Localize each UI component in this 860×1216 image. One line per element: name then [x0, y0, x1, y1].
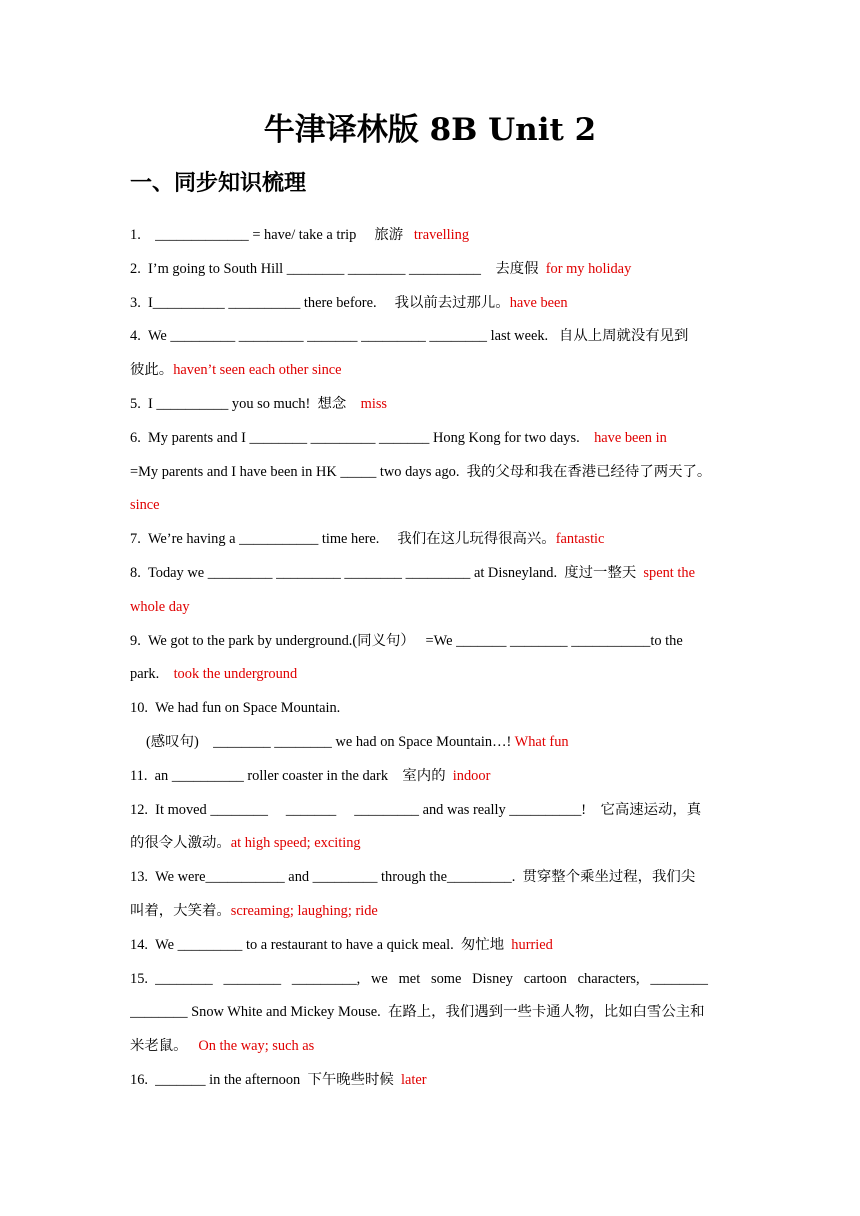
exercise-line: [130, 489, 732, 523]
question-text: 彼此。: [130, 362, 174, 379]
exercise-line: [130, 354, 732, 388]
question-text: =My parents and I have been in HK _____ two days ago. 我的父母和我在香港已经待了两天了。: [130, 463, 712, 480]
answer-text: for my holiday: [545, 260, 632, 277]
exercise-line: [130, 658, 732, 692]
exercise-line: [130, 794, 732, 828]
answer-text: later: [401, 1071, 427, 1088]
exercise-line: [130, 591, 732, 625]
question-text: park.: [130, 666, 174, 683]
question-text: 7. We’re having a ___________ time here. 我们在这儿玩得很高兴。: [130, 531, 556, 548]
question-text: 9. We got to the park by underground.(同义句） =We _______ ________ ___________to the: [130, 632, 683, 649]
exercise-line: [130, 287, 732, 321]
section-heading: 一、同步知识梳理: [130, 171, 307, 196]
exercise-line: [130, 996, 732, 1030]
question-text: 叫着，大笑着。: [130, 902, 231, 919]
question-text: 10. We had fun on Space Mountain.: [130, 700, 341, 717]
exercise-line: [130, 422, 732, 456]
exercise-line: [130, 861, 732, 895]
answer-text: have been in: [594, 429, 667, 446]
exercise-line: [130, 1030, 732, 1064]
question-text: 8. Today we _________ _________ ________ _________ at Disneyland. 度过一整天: [130, 564, 644, 581]
answer-text: at high speed; exciting: [230, 835, 361, 852]
answer-text: took the underground: [173, 666, 298, 683]
exercise-line: [130, 388, 732, 422]
answer-text: since: [130, 497, 160, 514]
question-text: 11. an __________ roller coaster in the dark 室内的: [130, 767, 453, 784]
page-title: 牛津译林版 8B Unit 2: [263, 112, 597, 148]
question-text: 的很令人激动。: [130, 835, 231, 852]
answer-text: travelling: [413, 227, 470, 243]
answer-text: spent the: [643, 564, 695, 581]
answer-text: hurried: [511, 936, 553, 953]
answer-text: miss: [360, 395, 388, 412]
exercise-line: [130, 456, 732, 490]
exercise-line: [130, 895, 732, 929]
question-text: 3. I__________ __________ there before. 我以前去过那儿。: [130, 294, 510, 311]
question-text: 16. _______ in the afternoon 下午晚些时候: [130, 1071, 401, 1088]
answer-text: On the way; such as: [198, 1038, 315, 1055]
exercise-line: [130, 625, 732, 659]
answer-text: screaming; laughing; ride: [230, 902, 378, 919]
exercise-line: [130, 963, 732, 997]
question-text: 5. I __________ you so much! 想念: [130, 395, 361, 412]
exercise-line: [130, 320, 732, 354]
exercise-line: [130, 692, 732, 726]
exercise-line: [130, 726, 732, 760]
exercise-line: [130, 1064, 732, 1098]
exercise-line: [130, 557, 732, 591]
answer-text: indoor: [452, 767, 491, 784]
answer-text: haven’t seen each other since: [173, 362, 342, 379]
answer-text: What fun: [514, 733, 569, 750]
question-text: 13. We were___________ and _________ through the_________. 贯穿整个乘坐过程，我们尖: [130, 869, 696, 886]
exercise-line: [130, 219, 732, 253]
answer-text: whole day: [130, 598, 190, 615]
exercise-line: [130, 253, 732, 287]
exercise-line: [130, 827, 732, 861]
question-text: 4. We _________ _________ _______ _________ ________ last week. 自从上周就没有见到: [130, 328, 689, 345]
exercise-line: [130, 929, 732, 963]
question-text: ________ Snow White and Mickey Mouse. 在路上，我们遇到一些卡通人物，比如白雪公主和: [130, 1004, 705, 1021]
question-text: (感叹句) ________ ________ we had on Space Mountain…!: [146, 733, 515, 750]
question-text: 15. ________ ________ _________, we met some Disney cartoon characters, ________: [130, 970, 708, 987]
question-text: 1. _____________ = have/ take a trip 旅游: [130, 227, 414, 243]
answer-text: have been: [509, 294, 568, 311]
question-text: 2. I’m going to South Hill ________ ________ __________ 去度假: [130, 260, 546, 277]
answer-text: fantastic: [555, 531, 605, 548]
exercise-list: [130, 219, 732, 1098]
question-text: 14. We _________ to a restaurant to have a quick meal. 匆忙地: [130, 936, 512, 953]
question-text: 12. It moved ________ _______ _________ and was really __________! 它高速运动，真: [130, 801, 702, 818]
exercise-line: [130, 760, 732, 794]
question-text: 6. My parents and I ________ _________ _______ Hong Kong for two days.: [130, 429, 595, 446]
exercise-line: [130, 523, 732, 557]
question-text: 米老鼠。: [130, 1038, 199, 1055]
